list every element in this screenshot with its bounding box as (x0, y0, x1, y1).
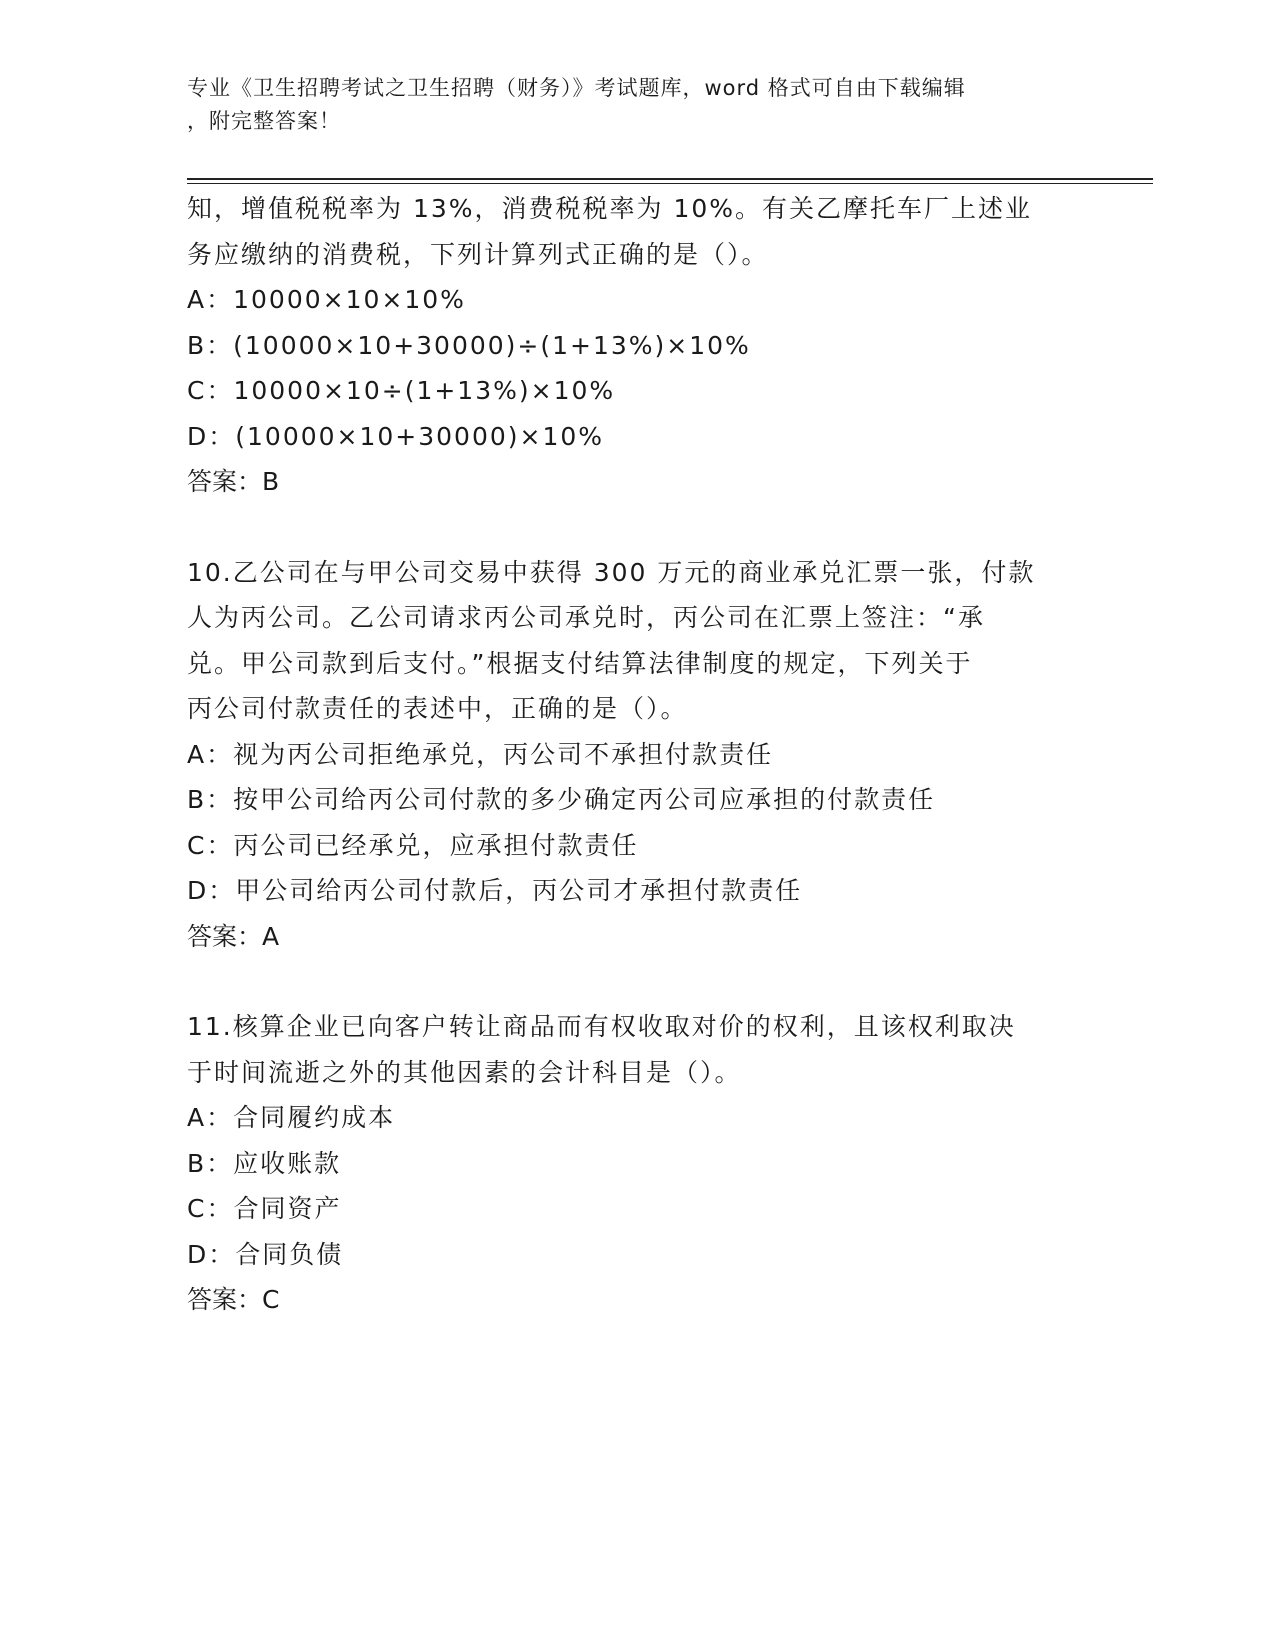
answer-line: 答案：C (187, 1285, 280, 1314)
option-b: B：(10000×10+30000)÷(1+13%)×10% (187, 330, 751, 360)
option-b: B：按甲公司给丙公司付款的多少确定丙公司应承担的付款责任 (187, 785, 936, 814)
option-d: D：合同负债 (187, 1239, 344, 1269)
answer-line: 答案：B (187, 467, 280, 496)
question-stem-line: 11.核算企业已向客户转让商品而有权收取对价的权利，且该权利取决 (187, 1012, 1016, 1041)
question-9 (187, 186, 1087, 505)
option-a: A：视为丙公司拒绝承兑，丙公司不承担付款责任 (187, 739, 774, 769)
question-stem-line: 知，增值税税率为 13%，消费税税率为 10%。有关乙摩托车厂上述业 (187, 194, 1033, 223)
header-line-1: 专业《卫生招聘考试之卫生招聘（财务）》考试题库，word 格式可自由下载编辑 (187, 76, 966, 100)
option-a: A：10000×10×10% (187, 285, 466, 314)
question-stem-line: 10.乙公司在与甲公司交易中获得 300 万元的商业承兑汇票一张，付款 (187, 557, 1036, 587)
header-line-2: ，附完整答案！ (187, 109, 341, 133)
option-d: D：(10000×10+30000)×10% (187, 421, 605, 451)
question-content (187, 186, 1087, 1323)
option-c: C：合同资产 (187, 1194, 342, 1223)
question-10 (187, 550, 1087, 960)
question-stem-line: 务应缴纳的消费税，下列计算列式正确的是（）。 (187, 239, 769, 269)
option-c: C：10000×10÷(1+13%)×10% (187, 376, 616, 405)
spacer (187, 959, 1087, 1004)
answer-line: 答案：A (187, 921, 280, 951)
header-divider (187, 178, 1153, 184)
page-header (187, 72, 1067, 138)
option-c: C：丙公司已经承兑，应承担付款责任 (187, 830, 639, 860)
option-d: D：甲公司给丙公司付款后，丙公司才承担付款责任 (187, 876, 803, 905)
question-stem-line: 人为丙公司。乙公司请求丙公司承兑时，丙公司在汇票上签注：“承 (187, 603, 985, 632)
option-b: B：应收账款 (187, 1148, 342, 1178)
option-a: A：合同履约成本 (187, 1103, 396, 1132)
question-stem-line: 于时间流逝之外的其他因素的会计科目是（）。 (187, 1057, 742, 1087)
question-11 (187, 1004, 1087, 1323)
question-stem-line: 兑。甲公司款到后支付。”根据支付结算法律制度的规定，下列关于 (187, 648, 973, 678)
question-stem-line: 丙公司付款责任的表述中，正确的是（）。 (187, 694, 688, 723)
spacer (187, 505, 1087, 550)
